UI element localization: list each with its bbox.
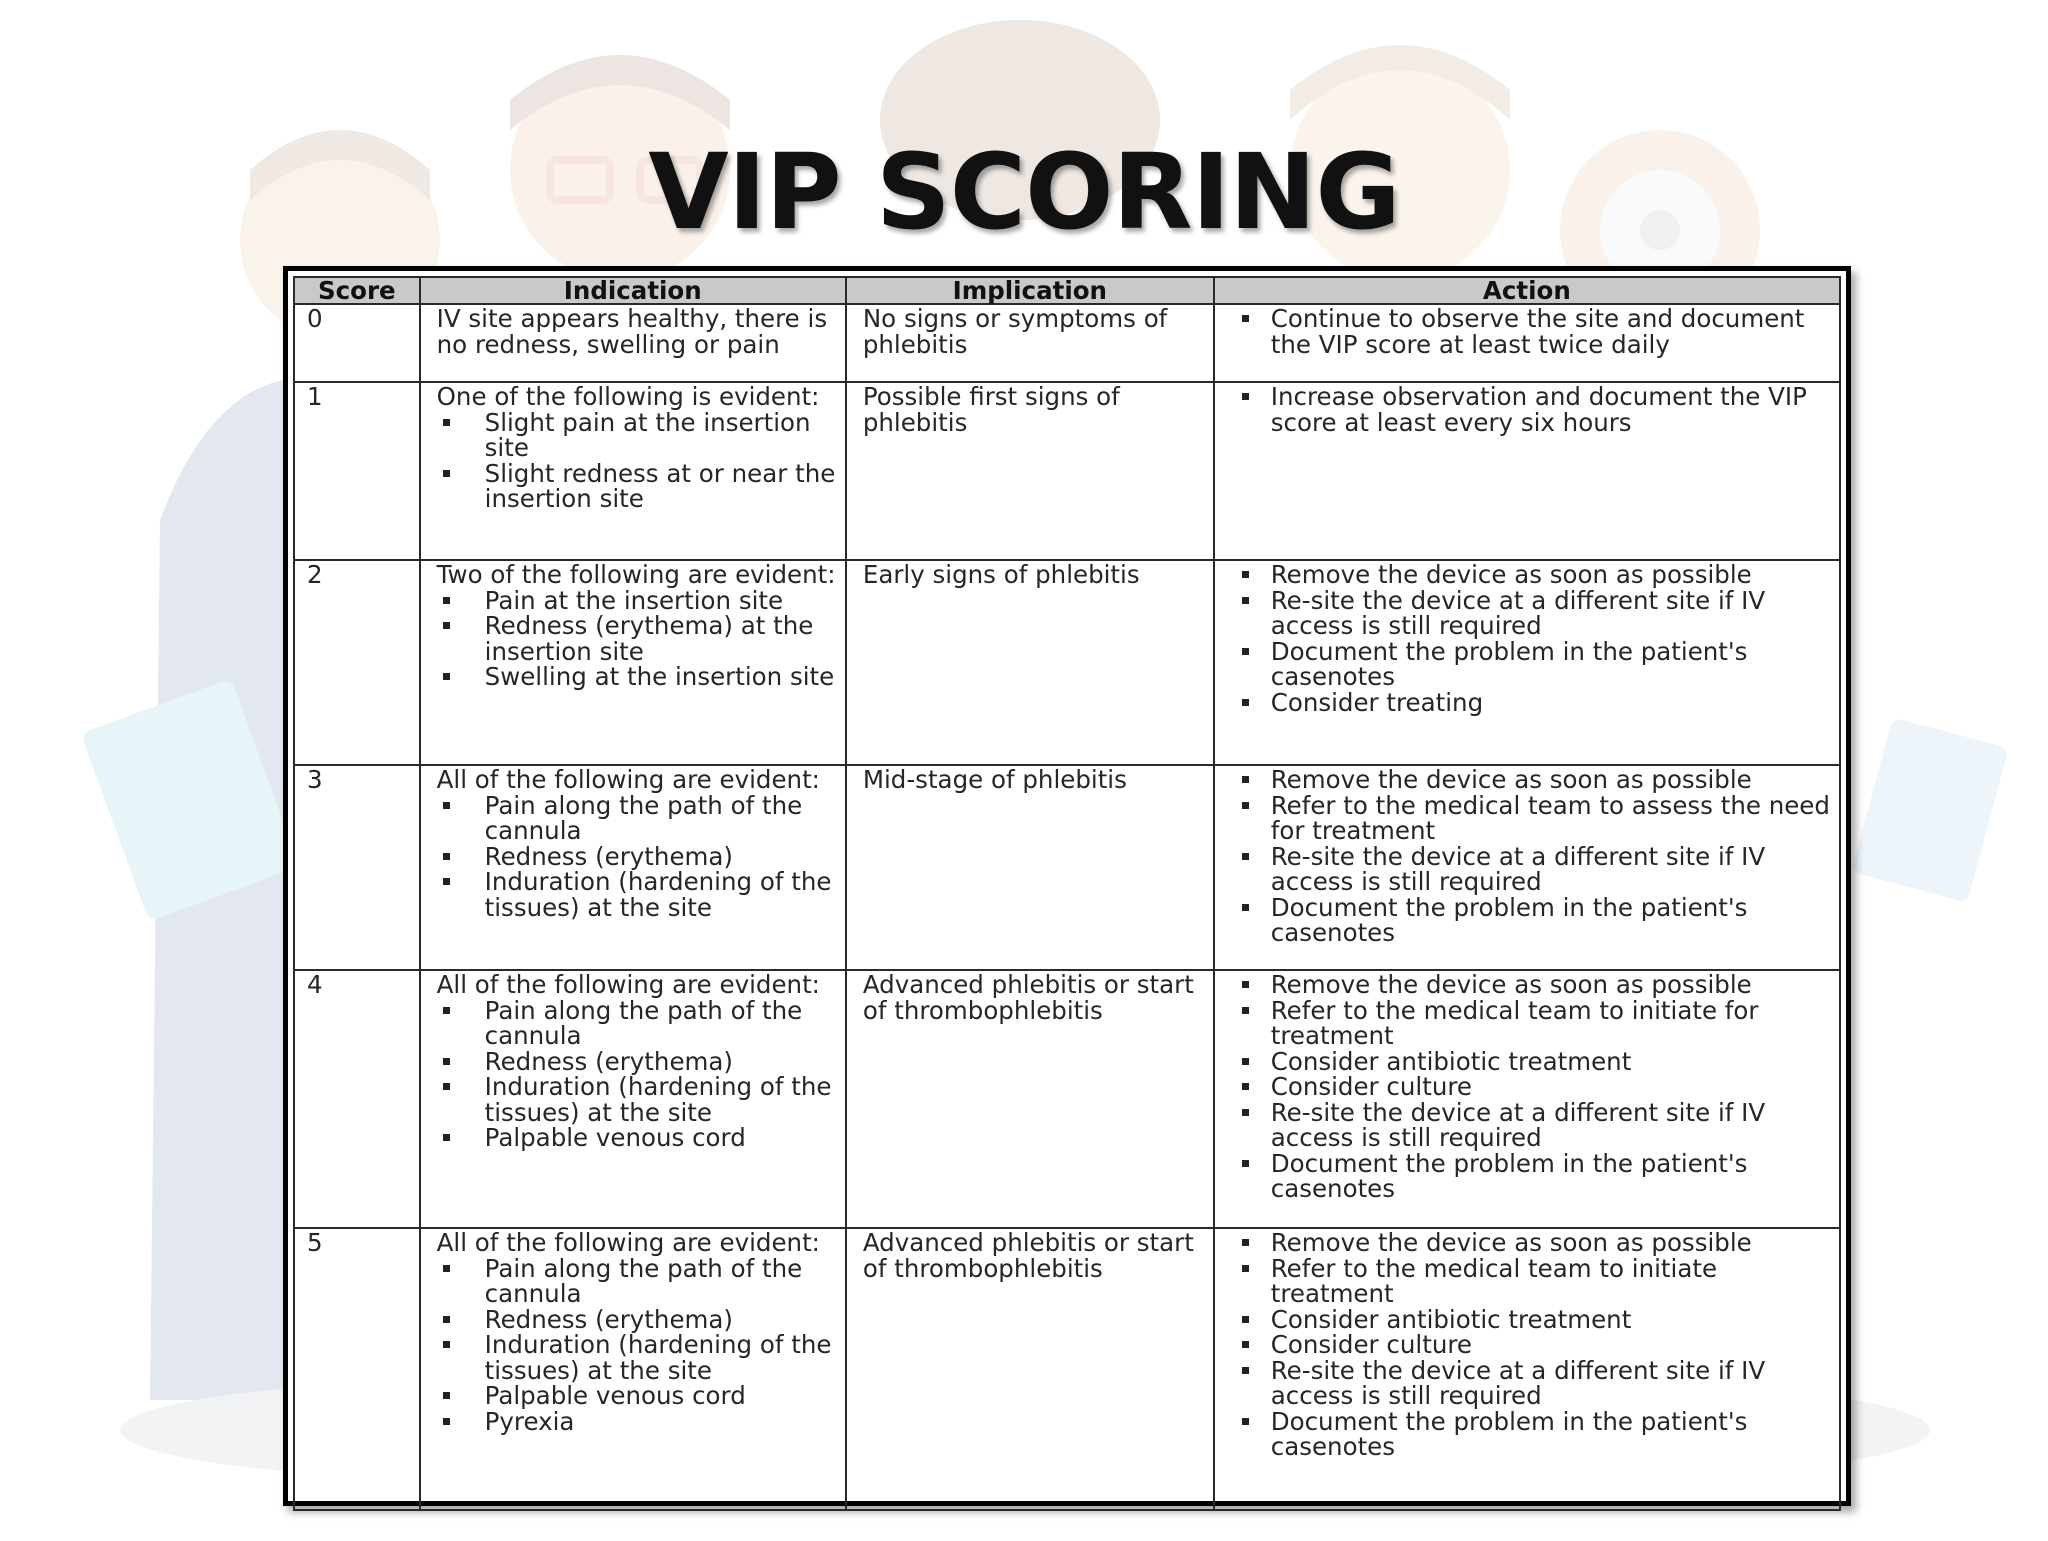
header-indication: Indication xyxy=(420,277,846,304)
implication-cell: Mid-stage of phlebitis xyxy=(846,765,1214,970)
indication-item: Pain at the insertion site xyxy=(437,588,841,614)
action-item: Remove the device as soon as possible xyxy=(1231,1230,1835,1256)
indication-intro: Two of the following are evident: xyxy=(436,560,836,589)
action-item: Refer to the medical team to initiate treatment xyxy=(1231,1256,1835,1307)
score-cell: 0 xyxy=(294,304,420,382)
action-item: Consider culture xyxy=(1231,1074,1835,1100)
indication-cell xyxy=(420,765,846,970)
indication-item: Redness (erythema) xyxy=(437,844,841,870)
action-list xyxy=(1231,972,1835,1202)
indication-cell xyxy=(420,382,846,560)
table-row xyxy=(294,382,1840,560)
implication-cell: Advanced phlebitis or start of thrombophlebitis xyxy=(846,970,1214,1228)
indication-intro: All of the following are evident: xyxy=(436,970,820,999)
action-item: Remove the device as soon as possible xyxy=(1231,562,1835,588)
indication-cell xyxy=(420,970,846,1228)
indication-item: Induration (hardening of the tissues) at the site xyxy=(437,869,841,920)
score-cell: 2 xyxy=(294,560,420,765)
action-list xyxy=(1231,562,1835,715)
action-item: Remove the device as soon as possible xyxy=(1231,972,1835,998)
action-item: Document the problem in the patient's casenotes xyxy=(1231,895,1835,946)
action-item: Refer to the medical team to assess the need for treatment xyxy=(1231,793,1835,844)
vip-score-table xyxy=(293,276,1841,1511)
action-list xyxy=(1231,384,1835,435)
indication-item: Pain along the path of the cannula xyxy=(437,998,841,1049)
slide-title: VIP SCORING xyxy=(648,131,1400,253)
action-item: Re-site the device at a different site if IV access is still required xyxy=(1231,844,1835,895)
indication-list xyxy=(437,585,841,691)
indication-cell xyxy=(420,1228,846,1510)
action-cell xyxy=(1214,560,1840,765)
indication-item: Palpable venous cord xyxy=(437,1125,841,1151)
header-score: Score xyxy=(294,277,420,304)
indication-list xyxy=(437,407,841,513)
indication-item: Slight pain at the insertion site xyxy=(437,410,841,461)
score-cell: 3 xyxy=(294,765,420,970)
table-body xyxy=(294,304,1840,1510)
table-row xyxy=(294,765,1840,970)
indication-item: Pain along the path of the cannula xyxy=(437,793,841,844)
indication-item: Pain along the path of the cannula xyxy=(437,1256,841,1307)
table-row xyxy=(294,1228,1840,1510)
action-item: Increase observation and document the VIP score at least every six hours xyxy=(1231,384,1835,435)
action-cell xyxy=(1214,1228,1840,1510)
indication-cell xyxy=(420,560,846,765)
score-cell: 1 xyxy=(294,382,420,560)
table-row xyxy=(294,970,1840,1228)
indication-intro: All of the following are evident: xyxy=(436,765,820,794)
action-cell xyxy=(1214,765,1840,970)
indication-item: Induration (hardening of the tissues) at the site xyxy=(437,1074,841,1125)
action-item: Remove the device as soon as possible xyxy=(1231,767,1835,793)
action-cell xyxy=(1214,382,1840,560)
action-item: Re-site the device at a different site if IV access is still required xyxy=(1231,588,1835,639)
table-header-row xyxy=(294,277,1840,304)
score-cell: 4 xyxy=(294,970,420,1228)
action-cell xyxy=(1214,304,1840,382)
indication-intro: All of the following are evident: xyxy=(436,1228,820,1257)
implication-cell: Advanced phlebitis or start of thrombophlebitis xyxy=(846,1228,1214,1510)
action-item: Refer to the medical team to initiate for treatment xyxy=(1231,998,1835,1049)
indication-list xyxy=(437,790,841,922)
implication-cell: Early signs of phlebitis xyxy=(846,560,1214,765)
action-item: Consider treating xyxy=(1231,690,1835,716)
action-list xyxy=(1231,1230,1835,1460)
indication-item: Slight redness at or near the insertion site xyxy=(437,461,841,512)
implication-cell: Possible first signs of phlebitis xyxy=(846,382,1214,560)
indication-item: Pyrexia xyxy=(437,1409,841,1435)
indication-list xyxy=(437,995,841,1152)
table-row xyxy=(294,304,1840,382)
action-list xyxy=(1231,767,1835,946)
action-item: Consider culture xyxy=(1231,1332,1835,1358)
action-item: Document the problem in the patient's casenotes xyxy=(1231,639,1835,690)
indication-item: Palpable venous cord xyxy=(437,1383,841,1409)
indication-item: Induration (hardening of the tissues) at the site xyxy=(437,1332,841,1383)
action-item: Re-site the device at a different site if IV access is still required xyxy=(1231,1358,1835,1409)
indication-intro: One of the following is evident: xyxy=(436,382,820,411)
action-cell xyxy=(1214,970,1840,1228)
vip-table-frame xyxy=(283,266,1851,1506)
action-item: Consider antibiotic treatment xyxy=(1231,1307,1835,1333)
header-action: Action xyxy=(1214,277,1840,304)
indication-item: Redness (erythema) xyxy=(437,1049,841,1075)
header-implication: Implication xyxy=(846,277,1214,304)
indication-cell xyxy=(420,304,846,382)
indication-list xyxy=(437,1253,841,1436)
indication-item: Swelling at the insertion site xyxy=(437,664,841,690)
indication-item: Redness (erythema) at the insertion site xyxy=(437,613,841,664)
indication-intro: IV site appears healthy, there is no redness, swelling or pain xyxy=(436,304,828,359)
implication-cell: No signs or symptoms of phlebitis xyxy=(846,304,1214,382)
action-item: Document the problem in the patient's casenotes xyxy=(1231,1151,1835,1202)
action-item: Document the problem in the patient's casenotes xyxy=(1231,1409,1835,1460)
action-item: Continue to observe the site and document the VIP score at least twice daily xyxy=(1231,306,1835,357)
action-item: Re-site the device at a different site if IV access is still required xyxy=(1231,1100,1835,1151)
score-cell: 5 xyxy=(294,1228,420,1510)
action-list xyxy=(1231,306,1835,357)
action-item: Consider antibiotic treatment xyxy=(1231,1049,1835,1075)
table-row xyxy=(294,560,1840,765)
indication-item: Redness (erythema) xyxy=(437,1307,841,1333)
